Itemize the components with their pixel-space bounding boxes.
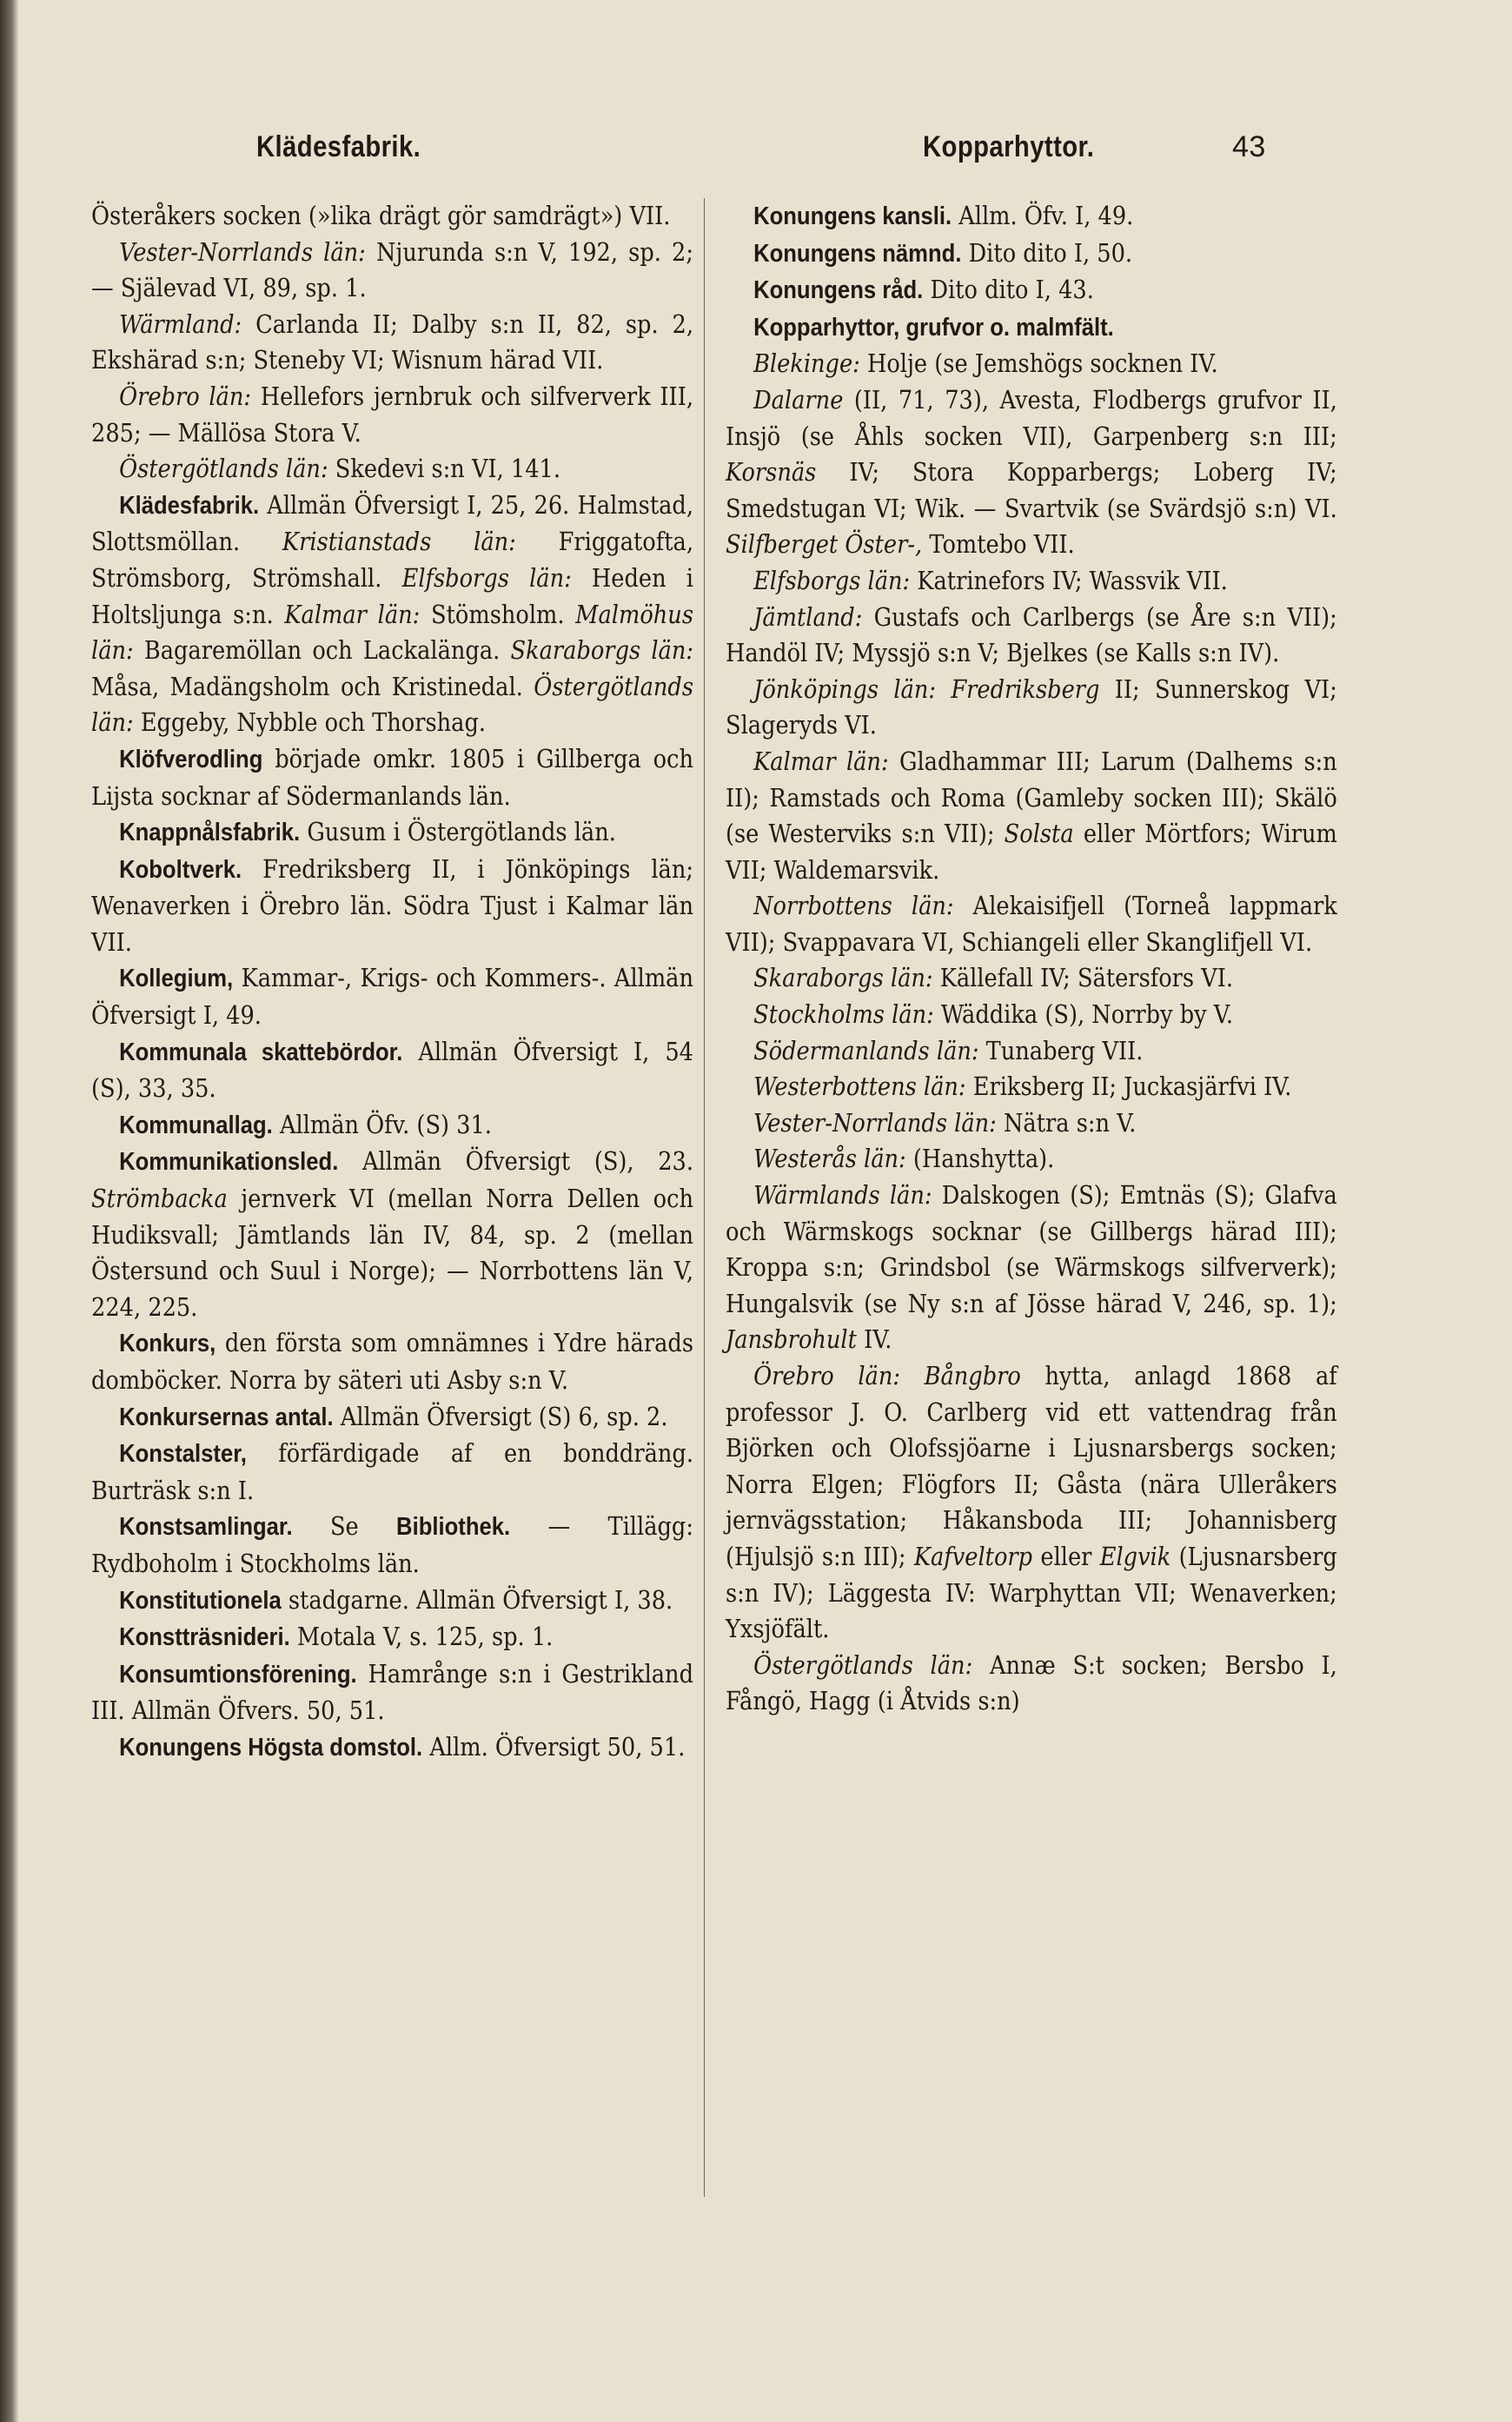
entry-text: Gustafs och Carlbergs (se Åre s:n VII); Handöl IV; Myssjö s:n V; Bjelkes (se Kalls s:n IV). bbox=[726, 602, 1337, 668]
entry-text: (Hanshytta). bbox=[905, 1145, 1055, 1174]
index-entry bbox=[726, 272, 1337, 309]
index-entry bbox=[726, 672, 1337, 744]
entry-place: Elfsborgs län: bbox=[401, 563, 572, 593]
entry-keyword: Kommunala skattebördor. bbox=[119, 1038, 403, 1066]
index-entry bbox=[726, 1141, 1337, 1178]
index-entry bbox=[91, 1107, 693, 1145]
entry-place: Norrbottens län: bbox=[753, 892, 954, 921]
index-entry bbox=[91, 235, 693, 307]
index-entry bbox=[726, 1178, 1337, 1358]
index-entry bbox=[91, 1399, 693, 1437]
entry-place: Blekinge: bbox=[753, 349, 860, 379]
index-entry bbox=[91, 1619, 693, 1656]
entry-text: Allmän Öfv. (S) 31. bbox=[272, 1110, 492, 1139]
entry-place: Strömbacka bbox=[91, 1184, 228, 1214]
entry-place: Östergötlands län: bbox=[91, 672, 693, 738]
entry-place: Elgvik bbox=[1099, 1542, 1171, 1571]
entry-place: Jönköpings län: Fredriksberg bbox=[753, 674, 1100, 704]
entry-text: Dito dito I, 43. bbox=[923, 275, 1094, 305]
entry-place: Westerbottens län: bbox=[753, 1072, 966, 1102]
entry-text: Holje (se Jemshögs socknen IV. bbox=[859, 349, 1218, 379]
index-entry bbox=[726, 309, 1337, 347]
index-entry bbox=[91, 198, 693, 235]
entry-text: eller Mörtfors; Wirum VII; Waldemarsvik. bbox=[726, 819, 1337, 885]
entry-text: — Tillägg: Rydboholm i Stockholms län. bbox=[91, 1512, 693, 1578]
entry-text: Allmän Öfversigt (S) 6, sp. 2. bbox=[333, 1402, 668, 1431]
header-left-keyword: Klädesfabrik. bbox=[256, 130, 421, 163]
index-entry bbox=[726, 563, 1337, 600]
index-entry bbox=[726, 1358, 1337, 1648]
entry-text: Måsa, Madängsholm och Kristinedal. bbox=[91, 672, 534, 701]
entry-text: Allmän Öfversigt (S), 23. bbox=[338, 1147, 693, 1177]
entry-place: Solsta bbox=[1004, 819, 1074, 849]
entry-keyword: Bibliothek. bbox=[396, 1513, 511, 1542]
entry-keyword: Koboltverk. bbox=[119, 855, 242, 884]
entry-text: Österåkers socken (»lika drägt gör samdrägt») VII. bbox=[91, 202, 671, 230]
entry-keyword: Kollegium, bbox=[119, 965, 234, 993]
entry-place: Östergötlands län: bbox=[753, 1650, 973, 1680]
entry-place: Kalmar län: bbox=[753, 747, 889, 776]
entry-place: Skaraborgs län: bbox=[753, 964, 933, 993]
index-entry bbox=[726, 600, 1337, 672]
index-entry bbox=[91, 1034, 693, 1107]
entry-text: Gusum i Östergötlands län. bbox=[300, 818, 616, 847]
entry-place: Malmöhus län: bbox=[91, 600, 693, 666]
index-entry bbox=[91, 1436, 693, 1509]
entry-text: Skedevi s:n VI, 141. bbox=[328, 455, 561, 484]
page-edge bbox=[0, 0, 19, 2422]
entry-place: Örebro län: Bångbro bbox=[753, 1362, 1021, 1390]
entry-text: den första som omnämnes i Ydre härads domböcker. Norra by säteri uti Asby s:n V. bbox=[91, 1329, 694, 1395]
right-column bbox=[726, 198, 1337, 1720]
entry-place: Jansbrohult bbox=[726, 1325, 857, 1355]
entry-text: eller bbox=[1032, 1542, 1100, 1571]
index-entry bbox=[726, 1648, 1337, 1720]
entry-keyword: Konungens Högsta domstol. bbox=[119, 1733, 423, 1762]
index-entry bbox=[726, 198, 1337, 236]
entry-place: Kafveltorp bbox=[913, 1542, 1033, 1571]
entry-text: Annæ S:t socken; Bersbo I, Fångö, Hagg (i Åtvids s:n) bbox=[726, 1650, 1337, 1716]
entry-keyword: Konkursernas antal. bbox=[119, 1403, 334, 1431]
entry-place: Kalmar län: bbox=[284, 600, 421, 629]
entry-text: Källefall IV; Sätersfors VI. bbox=[932, 964, 1234, 993]
entry-text: Allm. Öfv. I, 49. bbox=[952, 202, 1134, 230]
index-entry bbox=[726, 346, 1337, 382]
entry-text: (Ljusnarsberg s:n IV); Läggesta IV: Warphyttan VII; Wenaverken; Yxsjöfält. bbox=[726, 1542, 1337, 1644]
entry-keyword: Klädesfabrik. bbox=[119, 491, 260, 520]
index-entry bbox=[91, 814, 693, 852]
index-entry bbox=[91, 488, 693, 741]
index-entry bbox=[726, 744, 1337, 888]
index-entry bbox=[726, 236, 1337, 273]
entry-place: Dalarne bbox=[753, 385, 844, 415]
entry-text: IV. bbox=[856, 1325, 892, 1355]
entry-keyword: Konstträsnideri. bbox=[119, 1623, 290, 1652]
header-right-keyword: Kopparhyttor. bbox=[923, 130, 1095, 163]
entry-text: Tomtebo VII. bbox=[922, 530, 1075, 560]
entry-text: Gladhammar III; Larum (Dalhems s:n II); Ramstads och Roma (Gamleby socken III); Skälö (se Westerviks s:n VII); bbox=[726, 747, 1337, 849]
entry-place: Westerås län: bbox=[753, 1145, 906, 1174]
entry-keyword: Knappnålsfabrik. bbox=[119, 819, 301, 847]
entry-text: Njurunda s:n V, 192, sp. 2; — Själevad VI, 89, sp. 1. bbox=[91, 237, 694, 303]
entry-keyword: Konsumtionsförening. bbox=[119, 1660, 357, 1689]
entry-text: Katrinefors IV; Wassvik VII. bbox=[910, 566, 1228, 595]
index-entry bbox=[726, 960, 1337, 997]
entry-place: Vester-Norrlands län: bbox=[753, 1108, 997, 1138]
entry-text: (II, 71, 73), Avesta, Flodbergs grufvor II, Insjö (se Åhls socken VII), Garpenberg s:n III; bbox=[726, 385, 1337, 451]
entry-place: Östergötlands län: bbox=[119, 455, 328, 484]
entry-place: Örebro län: bbox=[119, 382, 252, 411]
column-divider bbox=[704, 198, 705, 2197]
entry-place: Södermanlands län: bbox=[753, 1036, 979, 1065]
entry-keyword: Konungens nämnd. bbox=[753, 239, 962, 268]
entry-text: Motala V, s. 125, sp. 1. bbox=[289, 1622, 554, 1652]
entry-keyword: Konungens råd. bbox=[753, 276, 924, 305]
entry-text: Nätra s:n V. bbox=[996, 1108, 1137, 1138]
index-entry bbox=[91, 1144, 693, 1325]
index-entry bbox=[726, 1033, 1337, 1070]
entry-place: Elfsborgs län: bbox=[753, 566, 911, 595]
entry-text: Friggatofta, Strömsborg, Strömshall. bbox=[91, 528, 693, 593]
entry-keyword: Kopparhyttor, grufvor o. malmfält. bbox=[753, 313, 1114, 342]
entry-place: Skaraborgs län: bbox=[510, 636, 694, 666]
entry-text: Dito dito I, 50. bbox=[961, 238, 1133, 268]
entry-place: Vester-Norrlands län: bbox=[119, 237, 366, 267]
entry-text: förfärdigade af en bonddräng. Burträsk s:n I. bbox=[91, 1439, 693, 1505]
entry-keyword: Klöfverodling bbox=[119, 745, 263, 773]
index-entry bbox=[91, 852, 693, 961]
entry-keyword: Konstalster, bbox=[119, 1440, 247, 1469]
entry-place: Kristianstads län: bbox=[282, 528, 516, 557]
entry-text: Allmän Öfversigt I, 25, 26. Halmstad, Slottsmöllan. bbox=[91, 490, 693, 557]
entry-text: började omkr. 1805 i Gillberga och Lijsta socknar af Södermanlands län. bbox=[91, 744, 693, 811]
entry-text: Hellefors jernbruk och silfververk III, 285; — Mällösa Stora V. bbox=[91, 382, 693, 448]
entry-text: IV; Stora Kopparbergs; Loberg IV; Smedstugan VI; Wik. — Svartvik (se Svärdsjö s:n) VI. bbox=[726, 458, 1337, 523]
entry-place: Wärmland: bbox=[119, 309, 242, 339]
index-entry bbox=[91, 1509, 693, 1582]
entry-text: stadgarne. Allmän Öfversigt I, 38. bbox=[281, 1585, 673, 1615]
index-entry bbox=[91, 451, 693, 488]
entry-text: Allmän Öfversigt I, 54 (S), 33, 35. bbox=[91, 1037, 693, 1104]
entry-text: Alekaisifjell (Torneå lappmark VII); Svappavara VI, Schiangeli eller Skanglifjell VI. bbox=[726, 892, 1337, 957]
index-entry bbox=[91, 307, 693, 379]
entry-place: Korsnäs bbox=[726, 458, 817, 488]
entry-text: jernverk VI (mellan Norra Dellen och Hudiksvall; Jämtlands län IV, 84, sp. 2 (mellan Östersund och Suul i Norge); — Norrbottens län V, 224, 225. bbox=[91, 1184, 693, 1322]
entry-text: Tunaberg VII. bbox=[978, 1036, 1144, 1065]
entry-keyword: Konkurs, bbox=[119, 1330, 216, 1358]
entry-place: Stockholms län: bbox=[753, 1000, 934, 1030]
entry-text: Stömsholm. bbox=[420, 600, 576, 629]
entry-text: Wäddika (S), Norrby by V. bbox=[933, 1000, 1234, 1030]
entry-keyword: Konstitutionela bbox=[119, 1586, 282, 1615]
index-entry bbox=[726, 888, 1337, 960]
index-entry bbox=[91, 1729, 693, 1767]
entry-keyword: Konungens kansli. bbox=[753, 202, 952, 230]
left-column bbox=[91, 198, 693, 1767]
entry-text: Fredriksberg II, i Jönköpings län; Wenaverken i Örebro län. Södra Tjust i Kalmar län VII. bbox=[91, 854, 693, 957]
entry-text: Eggeby, Nybble och Thorshag. bbox=[133, 708, 487, 738]
entry-text: Carlanda II; Dalby s:n II, 82, sp. 2, Ekshärad s:n; Steneby VI; Wisnum härad VII. bbox=[91, 309, 693, 375]
index-entry bbox=[726, 997, 1337, 1033]
entry-text: Eriksberg II; Juckasjärfvi IV. bbox=[965, 1072, 1292, 1102]
entry-text: Kammar-, Krigs- och Kommers-. Allmän Öfversigt I, 49. bbox=[91, 964, 693, 1031]
entry-text: hytta, anlagd 1868 af professor J. O. Carlberg vid ett vattendrag från Björken och Olofssjöarne i Ljusnarsbergs socken; Norra Elgen; Flögfors II; Gåsta (nära Ulleråkers jernvägsstation; Håkansboda III; Johannisberg (Hjulsjö s:n III); bbox=[726, 1362, 1337, 1571]
entry-keyword: Konstsamlingar. bbox=[119, 1513, 293, 1542]
entry-place: Silfberget Öster-, bbox=[726, 530, 923, 560]
entry-text: II; Sunnerskog VI; Slageryds VI. bbox=[726, 674, 1337, 740]
entry-text: Se bbox=[292, 1512, 397, 1542]
index-entry bbox=[91, 1656, 693, 1729]
index-entry bbox=[91, 379, 693, 451]
entry-text: Hamrånge s:n i Gestrikland III. Allmän Öfvers. 50, 51. bbox=[91, 1659, 693, 1726]
entry-keyword: Kommunallag. bbox=[119, 1111, 273, 1139]
entry-text: Bagaremöllan och Lackalänga. bbox=[133, 636, 511, 666]
index-entry bbox=[91, 1583, 693, 1620]
index-entry bbox=[726, 382, 1337, 563]
entry-keyword: Kommunikationsled. bbox=[119, 1148, 339, 1177]
entry-place: Jämtland: bbox=[753, 602, 863, 632]
index-entry bbox=[726, 1105, 1337, 1142]
entry-text: Allm. Öfversigt 50, 51. bbox=[422, 1732, 686, 1762]
entry-place: Wärmlands län: bbox=[753, 1181, 932, 1211]
entry-text: Dalskogen (S); Emtnäs (S); Glafva och Wärmskogs socknar (se Gillbergs härad III); Kroppa s:n; Grindsbol (se Wärmskogs silfververk); Hungalsvik (se Ny s:n af Jösse härad V, 246, sp. 1); bbox=[726, 1181, 1337, 1318]
index-entry bbox=[726, 1069, 1337, 1105]
index-entry bbox=[91, 741, 693, 814]
index-entry bbox=[91, 1325, 693, 1398]
running-header bbox=[0, 130, 1512, 179]
index-entry bbox=[91, 960, 693, 1033]
entry-text: Heden i Holtsljunga s:n. bbox=[91, 563, 693, 629]
page-number: 43 bbox=[1232, 130, 1266, 163]
